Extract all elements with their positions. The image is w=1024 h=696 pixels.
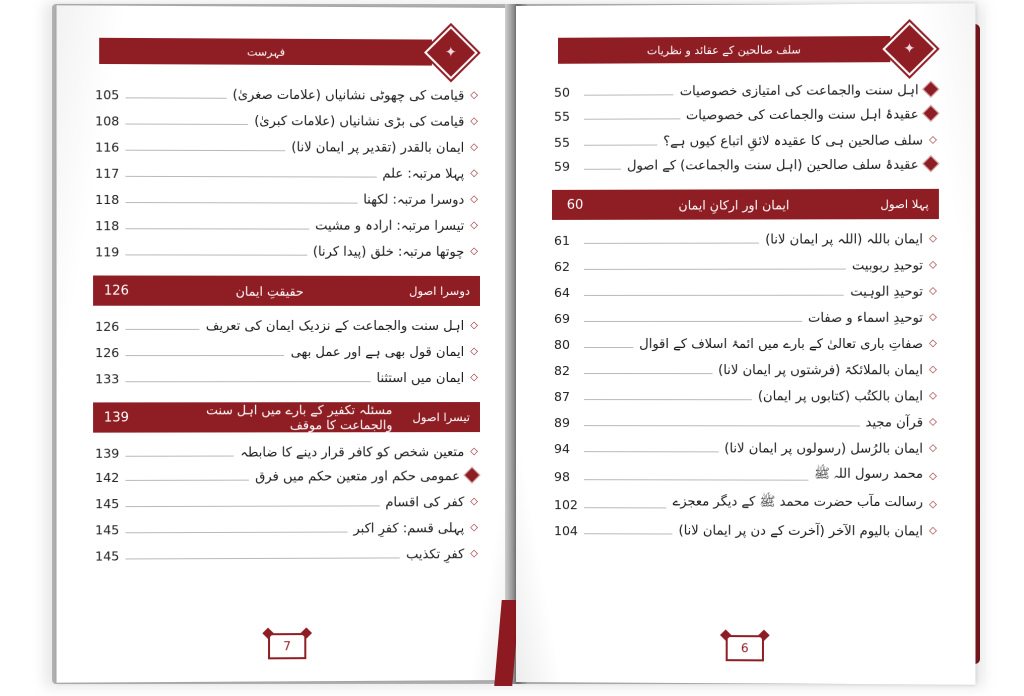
diamond-bullet-icon: ◇ (929, 311, 937, 323)
toc-entry-title: توحیدِ اسماء و صفات (807, 310, 924, 326)
toc-entry-title: ایمان باللہ (اللہ پر ایمان لانا) (765, 232, 924, 248)
section-title: ایمان اور ارکانِ ایمان (598, 189, 870, 220)
toc-entry-page: 119 (95, 244, 120, 260)
toc-leader-line (584, 169, 621, 170)
toc-entry-title: پہلی قسم: کفرِ اکبر (353, 521, 465, 537)
gem-bullet-icon (922, 81, 939, 98)
toc-entry-page: 104 (554, 523, 578, 539)
toc-entry (91, 132, 482, 159)
diamond-bullet-icon: ◇ (470, 115, 478, 127)
toc-entry (550, 330, 941, 356)
section-page-number: 60 (550, 190, 598, 220)
toc-entry-page: 145 (95, 496, 120, 512)
diamond-bullet-icon: ◇ (470, 141, 478, 153)
toc-entry (91, 438, 482, 465)
toc-leader-line (126, 480, 250, 481)
toc-entry (91, 211, 482, 238)
diamond-bullet-icon: ◇ (470, 219, 478, 231)
section-band (91, 275, 482, 305)
toc-entry (550, 356, 941, 382)
toc-entry-page: 82 (554, 363, 570, 379)
toc-entry-page: 98 (554, 469, 570, 485)
toc-leader-line (126, 505, 380, 507)
toc-leader-line (126, 150, 286, 152)
toc-entry-page: 105 (95, 87, 120, 103)
toc-leader-line (584, 347, 633, 348)
diamond-bullet-icon: ◇ (929, 442, 937, 454)
toc-leader-line (126, 456, 235, 457)
toc-entry-page: 117 (95, 165, 120, 181)
toc-entry-page: 145 (95, 522, 120, 538)
diamond-bullet-icon: ◇ (470, 193, 478, 205)
toc-entry-page: 55 (554, 108, 570, 124)
toc-entry (550, 516, 941, 543)
toc-entry-title: عقیدۂ اہل سنت والجماعت کی خصوصیات (685, 107, 919, 124)
ornament-diamond-icon: ✦ (424, 26, 478, 80)
toc-entry (550, 78, 941, 104)
left-page-header-title: فہرست (99, 38, 432, 66)
toc-entry-page: 126 (95, 345, 120, 361)
toc-entry (550, 225, 941, 252)
toc-leader-line (584, 269, 846, 270)
section-title: حقیقتِ ایمان (140, 276, 399, 306)
toc-entry-title: اہل سنت والجماعت کے نزدیک ایمان کی تعریف (205, 318, 465, 334)
toc-entry (91, 312, 482, 338)
diamond-bullet-icon: ◇ (929, 499, 937, 511)
toc-leader-line (126, 381, 371, 382)
toc-entry-page: 87 (554, 389, 570, 405)
toc-entry-title: ایمان بالیوم الآخر (آخرت کے دن پر ایمان لانا) (678, 523, 924, 540)
toc-leader-line (584, 94, 674, 95)
toc-leader-line (584, 451, 718, 452)
toc-entry-title: ایمان میں استثنا (376, 371, 465, 387)
toc-entry (550, 304, 941, 330)
toc-entry (91, 464, 482, 489)
diamond-bullet-icon: ◇ (929, 416, 937, 428)
section-kicker: تیسرا اصول (402, 402, 482, 432)
section-page-number: 126 (91, 275, 140, 305)
diamond-bullet-icon: ◇ (470, 522, 478, 534)
toc-entry-title: دوسرا مرتبہ: لکھنا (363, 192, 465, 208)
toc-entry-title: متعین شخص کو کافر قرار دینے کا ضابطہ (240, 445, 465, 461)
toc-entry-title: توحیدِ الوہیت (850, 284, 924, 300)
toc-leader-line (126, 228, 310, 229)
toc-leader-line (126, 124, 249, 125)
toc-entry-title: قیامت کی بڑی نشانیاں (علامات کبریٰ) (254, 113, 465, 130)
diamond-bullet-icon: ◇ (470, 319, 478, 331)
toc-leader-line (584, 243, 759, 244)
left-page-header (99, 36, 474, 68)
toc-entry-page: 62 (554, 258, 570, 274)
diamond-bullet-icon: ◇ (470, 372, 478, 384)
toc-entry-page: 118 (95, 191, 120, 208)
toc-entry-title: محمد رسول اللہ ﷺ (814, 466, 924, 482)
diamond-bullet-icon: ◇ (929, 470, 937, 483)
toc-leader-line (126, 176, 377, 178)
toc-entry-page: 64 (554, 284, 570, 300)
toc-entry-page: 133 (95, 371, 120, 387)
section-band (550, 189, 941, 220)
toc-entry-title: ایمان بالرُسل (رسولوں پر ایمان لانا) (724, 441, 924, 457)
toc-entry-page: 50 (554, 84, 570, 100)
diamond-bullet-icon: ◇ (929, 134, 937, 146)
right-page-header-title: سلف صالحین کے عقائد و نظریات (558, 36, 890, 64)
toc-entry-page: 94 (554, 441, 570, 457)
toc-entry-page: 61 (554, 232, 570, 248)
toc-entry (91, 514, 482, 541)
toc-entry-page: 139 (95, 445, 120, 461)
toc-entry (550, 153, 941, 178)
toc-entry-title: تیسرا مرتبہ: ارادہ و مشیت (315, 218, 465, 234)
toc-entry-title: چوتھا مرتبہ: خلق (پیدا کرنا) (312, 244, 465, 260)
toc-entry-title: قیامت کی چھوٹی نشانیاں (علامات صغریٰ) (232, 87, 465, 104)
toc-entry-title: ایمان بالقدر (تقدیر پر ایمان لانا) (291, 140, 465, 156)
right-page (516, 3, 975, 684)
toc-entry-page: 59 (554, 158, 570, 174)
diamond-bullet-icon: ◇ (470, 89, 478, 101)
diamond-bullet-icon: ◇ (929, 364, 937, 376)
toc-leader-line (584, 373, 712, 374)
toc-leader-line (126, 97, 227, 98)
toc-entry-page: 116 (95, 139, 120, 155)
toc-entry-title: صفاتِ باری تعالیٰ کے بارے میں ائمۂ اسلاف کے اقوال (639, 336, 924, 353)
ornament-diamond-icon: ✦ (882, 22, 936, 76)
toc-entry (91, 338, 482, 364)
toc-leader-line (584, 425, 859, 426)
toc-entry-title: عقیدۂ سلف صالحین (اہل سنت والجماعت) کے اصول (627, 157, 919, 174)
left-page-folio: 7 (268, 633, 306, 659)
diamond-bullet-icon: ◇ (470, 446, 478, 458)
toc-leader-line (126, 202, 358, 204)
toc-entry (91, 364, 482, 390)
toc-leader-line (584, 145, 657, 146)
toc-entry (91, 237, 482, 264)
section-kicker: دوسرا اصول (399, 276, 482, 306)
toc-leader-line (584, 533, 672, 534)
toc-entry-title: پہلا مرتبہ: علم (382, 166, 465, 182)
toc-entry-title: کفر کی اقسام (385, 495, 465, 511)
toc-entry (550, 434, 941, 461)
gem-bullet-icon (922, 155, 939, 172)
toc-entry-title: رسالت مآب حضرت محمد ﷺ کے دیگر معجزے (672, 494, 924, 511)
toc-entry-title: اہل سنت والجماعت کی امتیازی خصوصیات (679, 83, 919, 100)
toc-leader-line (584, 321, 802, 322)
diamond-bullet-icon: ◇ (929, 337, 937, 350)
gem-bullet-icon (922, 105, 939, 122)
toc-entry (550, 460, 941, 489)
toc-entry-title: سلف صالحین ہی کا عقیدہ لائقِ اتباع کیوں ہے؟ (663, 133, 924, 150)
toc-entry-title: عمومی حکم اور متعین حکم میں فرق (255, 469, 460, 485)
right-page-folio: 6 (726, 635, 764, 661)
toc-entry-page: 142 (95, 469, 120, 486)
toc-leader-line (584, 399, 752, 400)
section-kicker: پہلا اصول (870, 189, 941, 219)
toc-entry (550, 278, 941, 304)
diamond-bullet-icon: ◇ (929, 285, 937, 297)
diamond-bullet-icon: ◇ (929, 259, 937, 271)
toc-entry (550, 126, 941, 153)
toc-entry-title: کفرِ تکذیب (406, 547, 465, 563)
toc-entry (91, 540, 482, 568)
diamond-bullet-icon: ◇ (470, 245, 478, 257)
toc-entry (91, 106, 482, 134)
toc-entry (550, 102, 941, 128)
toc-entry-page: 69 (554, 310, 570, 326)
toc-leader-line (584, 118, 680, 119)
section-page-number: 139 (91, 402, 140, 432)
diamond-bullet-icon: ◇ (470, 548, 478, 560)
toc-entry-page: 145 (95, 548, 120, 564)
toc-entry (91, 80, 482, 108)
toc-leader-line (126, 532, 348, 534)
toc-entry-title: قرآن مجید (865, 415, 924, 431)
section-title: مسئلہ تکفیر کے بارے میں اہل سنت والجماعت کا موقف (140, 402, 403, 432)
toc-entry (91, 185, 482, 212)
toc-entry (550, 251, 941, 278)
toc-leader-line (126, 254, 307, 255)
toc-entry-page: 108 (95, 113, 120, 129)
right-toc-list (550, 78, 941, 543)
toc-entry-page: 126 (95, 318, 120, 334)
toc-entry (550, 488, 941, 517)
left-page (57, 5, 516, 682)
toc-leader-line (584, 507, 667, 508)
toc-leader-line (126, 557, 401, 559)
diamond-bullet-icon: ◇ (929, 233, 937, 245)
toc-leader-line (126, 355, 285, 356)
toc-entry (91, 488, 482, 515)
diamond-bullet-icon: ◇ (470, 496, 478, 508)
toc-entry-title: ایمان بالملائکۃ (فرشتوں پر ایمان لانا) (718, 363, 924, 379)
toc-entry-page: 102 (554, 497, 578, 513)
toc-entry (550, 382, 941, 408)
diamond-bullet-icon: ◇ (929, 525, 937, 537)
diamond-bullet-icon: ◇ (470, 346, 478, 358)
gem-bullet-icon (463, 467, 480, 484)
toc-leader-line (126, 329, 200, 330)
toc-entry-title: ایمان بالکتُب (کتابوں پر ایمان) (757, 389, 924, 405)
toc-entry (550, 408, 941, 435)
diamond-bullet-icon: ◇ (470, 167, 478, 179)
toc-entry (91, 159, 482, 186)
toc-entry-page: 118 (95, 218, 120, 234)
toc-entry-page: 55 (554, 134, 570, 150)
diamond-bullet-icon: ◇ (929, 390, 937, 402)
toc-entry-page: 89 (554, 415, 570, 431)
toc-entry-title: ایمان قول بھی ہے اور عمل بھی (290, 345, 465, 361)
toc-entry-title: توحیدِ ربوبیت (851, 258, 924, 274)
toc-leader-line (584, 479, 808, 481)
left-toc-list (91, 80, 482, 568)
toc-leader-line (584, 295, 844, 296)
section-band (91, 402, 482, 433)
toc-entry-page: 80 (554, 336, 570, 353)
right-page-header (558, 34, 933, 66)
